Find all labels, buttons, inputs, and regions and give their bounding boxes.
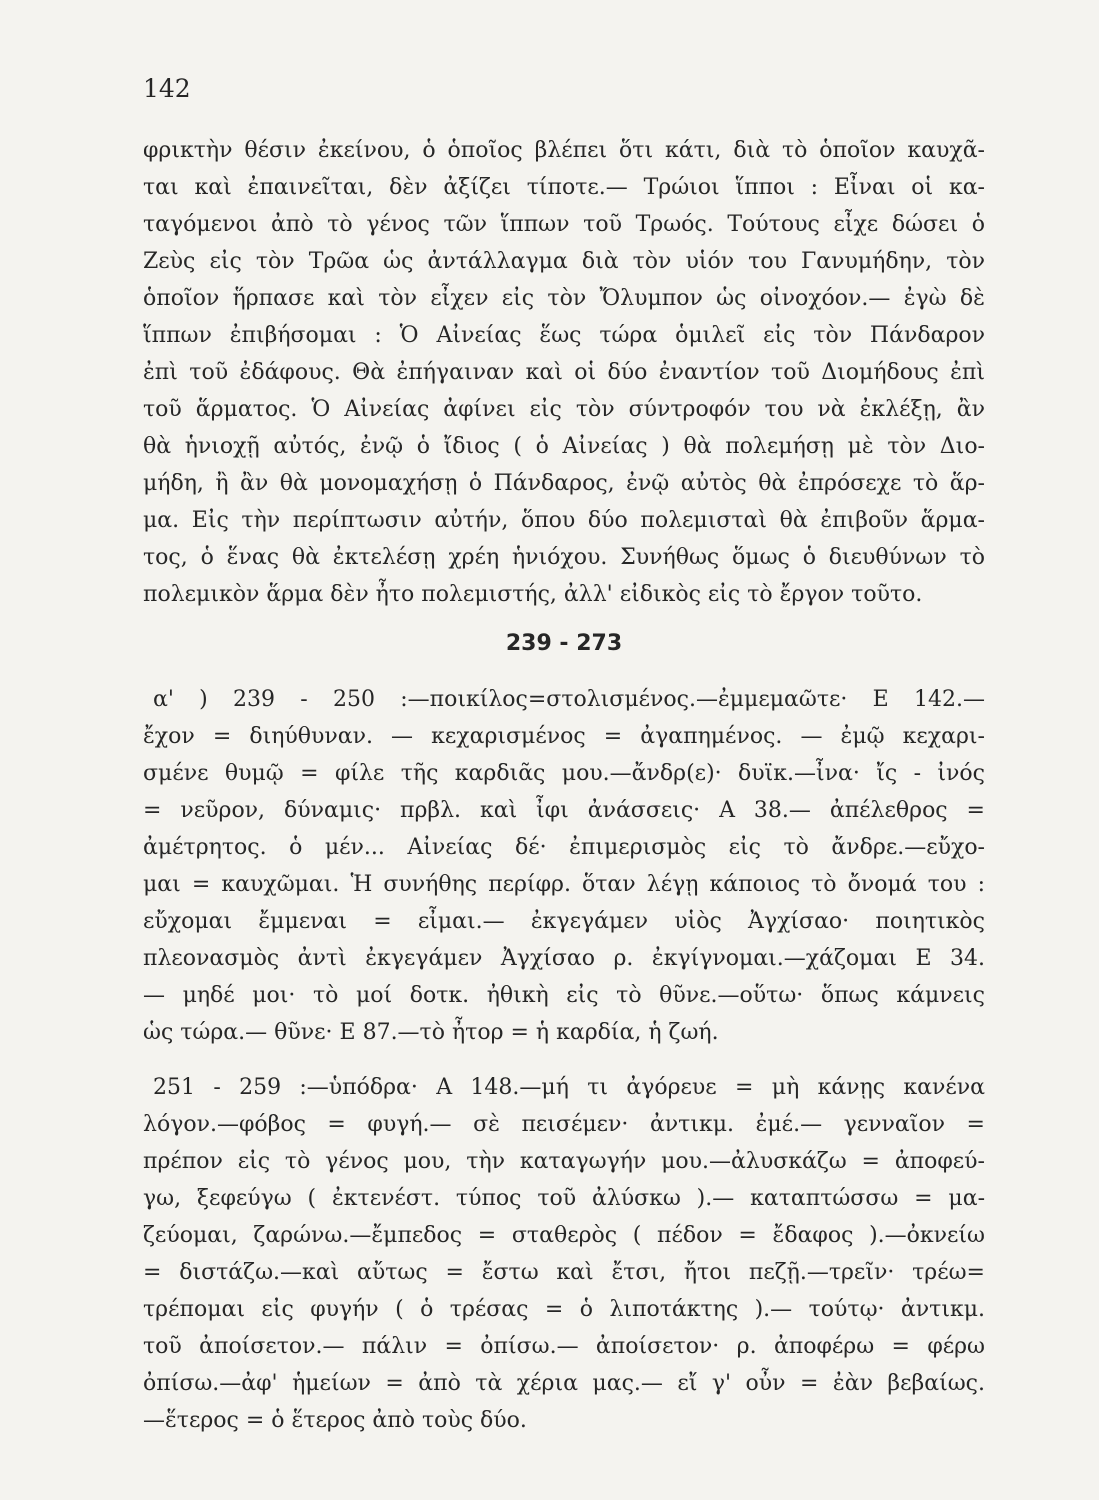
- text-line: θὰ ἡνιοχῇ αὐτός, ἐνῷ ὁ ἴδιος ( ὁ Αἰνείας ) θὰ πολεμήσῃ μὲ τὸν Διο-: [143, 434, 985, 459]
- intro-paragraph: [143, 132, 985, 613]
- text-line: ἔχον = διηύθυναν. — κεχαρισμένος = ἀγαπημένος. — ἐμῷ κεχαρι-: [143, 724, 985, 749]
- text-line: ἐπὶ τοῦ ἐδάφους. Θὰ ἐπήγαιναν καὶ οἱ δύο ἐναντίον τοῦ Διομήδους ἐπὶ: [143, 360, 985, 385]
- text-line: = διστάζω.—καὶ αὔτως = ἔστω καὶ ἔτσι, ἤτοι πεζῇ.—τρεῖν· τρέω=: [143, 1260, 985, 1285]
- text-line: τος, ὁ ἕνας θὰ ἐκτελέσῃ χρέη ἡνιόχου. Συνήθως ὅμως ὁ διευθύνων τὸ: [143, 545, 985, 570]
- text-line: φρικτὴν θέσιν ἐκείνου, ὁ ὁποῖος βλέπει ὅτι κάτι, διὰ τὸ ὁποῖον καυχᾶ-: [143, 138, 985, 163]
- body-text: [143, 132, 985, 1439]
- text-line: 251 - 259 :—ὑπόδρα· Α 148.—μή τι ἀγόρευε = μὴ κάνῃς κανένα: [153, 1075, 985, 1100]
- text-line: μα. Εἰς τὴν περίπτωσιν αὐτήν, ὅπου δύο πολεμισταὶ θὰ ἐπιβοῦν ἅρμα-: [143, 508, 985, 533]
- text-line: ὀπίσω.—ἀφ' ἡμείων = ἀπὸ τὰ χέρια μας.— εἴ γ' οὖν = ἐὰν βεβαίως.: [143, 1371, 985, 1396]
- text-line: = νεῦρον, δύναμις· πρβλ. καὶ ἶφι ἀνάσσεις· Α 38.— ἀπέλεθρος =: [143, 798, 985, 823]
- text-line: ἵππων ἐπιβήσομαι : Ὁ Αἰνείας ἕως τώρα ὁμιλεῖ εἰς τὸν Πάνδαρον: [143, 323, 985, 348]
- commentary-paragraph-a: [143, 681, 985, 1051]
- commentary-paragraph-b: [143, 1069, 985, 1439]
- text-line: πρέπον εἰς τὸ γένος μου, τὴν καταγωγήν μου.—ἀλυσκάζω = ἀποφεύ-: [143, 1149, 985, 1174]
- section-heading: 239 - 273: [505, 631, 623, 656]
- text-line: ται καὶ ἐπαινεῖται, δὲν ἀξίζει τίποτε.— Τρώιοι ἵπποι : Εἶναι οἱ κα-: [143, 175, 985, 200]
- text-line: α' ) 239 - 250 :—ποικίλος=στολισμένος.—ἐμμεμαῶτε· Ε 142.—: [153, 687, 985, 712]
- text-line: γω, ξεφεύγω ( ἐκτενέστ. τύπος τοῦ ἀλύσκω ).— καταπτώσσω = μα-: [143, 1186, 985, 1211]
- page-number: 142: [143, 74, 191, 103]
- text-line: ὡς τώρα.— θῦνε· Ε 87.—τὸ ἦτορ = ἡ καρδία, ἡ ζωή.: [143, 1020, 719, 1045]
- text-line: λόγον.—φόβος = φυγή.— σὲ πεισέμεν· ἀντικμ. ἐμέ.— γενναῖον =: [143, 1112, 985, 1137]
- text-line: ζεύομαι, ζαρώνω.—ἔμπεδος = σταθερὸς ( πέδον = ἔδαφος ).—ὀκνείω: [143, 1223, 985, 1248]
- text-line: μαι = καυχῶμαι. Ἡ συνήθης περίφρ. ὅταν λέγῃ κάποιος τὸ ὄνομά του :: [143, 872, 985, 897]
- text-line: ἀμέτρητος. ὁ μέν... Αἰνείας δέ· ἐπιμερισμὸς εἰς τὸ ἄνδρε.—εὔχο-: [143, 835, 985, 860]
- text-line: τοῦ ἀποίσετον.— πάλιν = ὀπίσω.— ἀποίσετον· ρ. ἀποφέρω = φέρω: [143, 1334, 985, 1359]
- text-line: πολεμικὸν ἅρμα δὲν ἦτο πολεμιστής, ἀλλ' εἰδικὸς εἰς τὸ ἔργον τοῦτο.: [143, 582, 923, 607]
- text-line: —ἕτερος = ὁ ἕτερος ἀπὸ τοὺς δύο.: [143, 1408, 527, 1433]
- text-line: ὁποῖον ἥρπασε καὶ τὸν εἶχεν εἰς τὸν Ὄλυμπον ὡς οἰνοχόον.— ἐγὼ δὲ: [143, 286, 985, 311]
- paragraph-gap: [143, 1051, 985, 1069]
- text-line: τρέπομαι εἰς φυγήν ( ὁ τρέσας = ὁ λιποτάκτης ).— τούτῳ· ἀντικμ.: [143, 1297, 985, 1322]
- text-line: πλεονασμὸς ἀντὶ ἐκγεγάμεν Ἀγχίσαο ρ. ἐκγίγνομαι.—χάζομαι Ε 34.: [143, 946, 985, 971]
- text-line: — μηδέ μοι· τὸ μοί δοτκ. ἠθικὴ εἰς τὸ θῦνε.—οὕτω· ὅπως κάμνεις: [143, 983, 985, 1008]
- text-line: μήδη, ἢ ἂν θὰ μονομαχήσῃ ὁ Πάνδαρος, ἐνῷ αὐτὸς θὰ ἐπρόσεχε τὸ ἅρ-: [143, 471, 985, 496]
- text-line: εὔχομαι ἔμμεναι = εἶμαι.— ἐκγεγάμεν υἱὸς Ἀγχίσαο· ποιητικὸς: [143, 909, 985, 934]
- text-line: Ζεὺς εἰς τὸν Τρῶα ὡς ἀντάλλαγμα διὰ τὸν υἱόν του Γανυμήδην, τὸν: [143, 249, 985, 274]
- text-line: ταγόμενοι ἀπὸ τὸ γένος τῶν ἵππων τοῦ Τρωός. Τούτους εἶχε δώσει ὁ: [143, 212, 985, 237]
- text-line: τοῦ ἅρματος. Ὁ Αἰνείας ἀφίνει εἰς τὸν σύντροφόν του νὰ ἐκλέξῃ, ἂν: [143, 397, 985, 422]
- text-line: σμένε θυμῷ = φίλε τῆς καρδιᾶς μου.—ἄνδρ(ε)· δυϊκ.—ἶνα· ἴς - ἰνός: [143, 761, 985, 786]
